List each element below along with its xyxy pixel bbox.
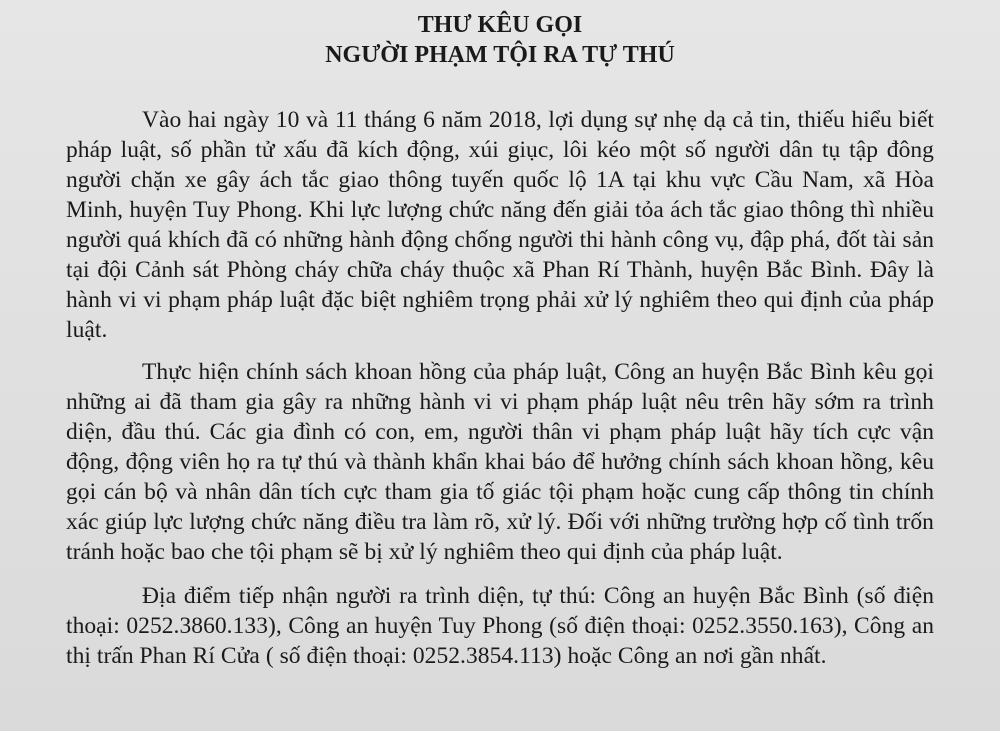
document-title-line-2: NGƯỜI PHẠM TỘI RA TỰ THÚ [325, 42, 675, 68]
paragraph-contact-locations: Địa điểm tiếp nhận người ra trình diện, tự thú: Công an huyện Bắc Bình (số điện thoại: 0252.3860.133), Công an huyện Tuy Phong (số điện thoại: 0252.3550.163), Công an thị trấn Phan Rí Cửa ( số điện thoại: 0252.3854.113) hoặc Công an nơi gần nhất. [66, 583, 934, 669]
paragraph-incident: Vào hai ngày 10 và 11 tháng 6 năm 2018, lợi dụng sự nhẹ dạ cả tin, thiếu hiểu biết pháp luật, số phần tử xấu đã kích động, xúi giục, lôi kéo một số người dân tụ tập đông người chặn xe gây ách tắc giao thông tuyến quốc lộ 1A tại khu vực Cầu Nam, xã Hòa Minh, huyện Tuy Phong. Khi lực lượng chức năng đến giải tỏa ách tắc giao thông thì nhiều người quá khích đã có những hành động chống người thi hành công vụ, đập phá, đốt tài sản tại đội Cảnh sát Phòng cháy chữa cháy thuộc xã Phan Rí Thành, huyện Bắc Bình. Đây là hành vi vi phạm pháp luật đặc biệt nghiêm trọng phải xử lý nghiêm theo qui định của pháp luật. [66, 107, 934, 343]
document-body [66, 105, 934, 683]
document-title-line-1: THƯ KÊU GỌI [417, 12, 583, 38]
title-block [0, 10, 1000, 70]
paragraph-appeal: Thực hiện chính sách khoan hồng của pháp luật, Công an huyện Bắc Bình kêu gọi những ai đã tham gia gây ra những hành vi vi phạm pháp luật nêu trên hãy sớm ra trình diện, đầu thú. Các gia đình có con, em, người thân vi phạm pháp luật hãy tích cực vận động, động viên họ ra tự thú và thành khẩn khai báo để hưởng chính sách khoan hồng, kêu gọi cán bộ và nhân dân tích cực tham gia tố giác tội phạm hoặc cung cấp thông tin chính xác giúp lực lượng chức năng điều tra làm rõ, xử lý. Đối với những trường hợp cố tình trốn tránh hoặc bao che tội phạm sẽ bị xử lý nghiêm theo qui định của pháp luật. [66, 359, 934, 565]
